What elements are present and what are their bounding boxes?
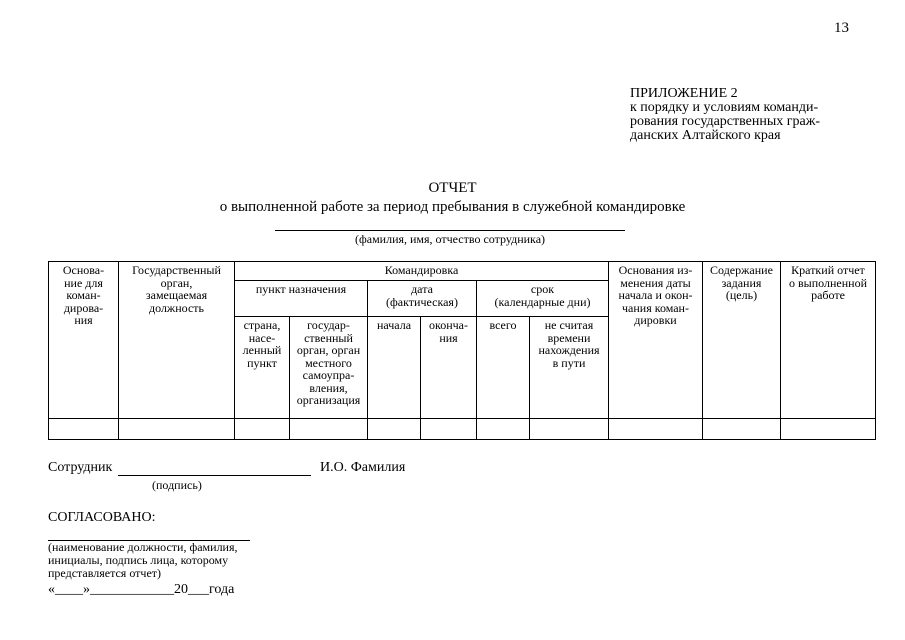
header-end: оконча- ния bbox=[421, 317, 477, 419]
appendix-line: рования государственных граж- bbox=[630, 114, 821, 129]
header-trip: Командировка bbox=[235, 262, 609, 281]
appendix-header bbox=[630, 87, 820, 143]
signature-caption: (подпись) bbox=[152, 478, 202, 492]
employee-name-caption: (фамилия, имя, отчество сотрудника) bbox=[354, 232, 546, 246]
header-term: срок (календарные дни) bbox=[477, 281, 609, 317]
header-task: Содержание задания (цель) bbox=[703, 262, 781, 419]
header-change: Основания из- менения даты начала и окон- чания коман- дировки bbox=[609, 262, 703, 419]
appendix-line: данских Алтайского края bbox=[630, 128, 781, 143]
table-cell[interactable] bbox=[530, 419, 609, 440]
header-country: страна, насе- ленный пункт bbox=[235, 317, 290, 419]
appendix-line: к порядку и условиям команди- bbox=[630, 100, 819, 115]
table-cell[interactable] bbox=[49, 419, 119, 440]
employee-name-line bbox=[275, 230, 625, 231]
table-cell[interactable] bbox=[368, 419, 421, 440]
page-number: 13 bbox=[834, 20, 849, 36]
document-subtitle: о выполненной работе за период пребывания в служебной командировке bbox=[219, 199, 686, 215]
appendix-title: ПРИЛОЖЕНИЕ 2 bbox=[630, 86, 738, 101]
date-line[interactable]: «____»____________20___года bbox=[48, 582, 235, 597]
signature-line[interactable] bbox=[118, 475, 311, 476]
document-title: ОТЧЕТ bbox=[428, 180, 477, 196]
header-report: Краткий отчет о выполненной работе bbox=[781, 262, 876, 419]
header-date: дата (фактическая) bbox=[368, 281, 477, 317]
header-organization: государ- ственный орган, орган местного самоупра- вления, организация bbox=[290, 317, 368, 419]
table-cell[interactable] bbox=[235, 419, 290, 440]
report-table bbox=[48, 261, 876, 440]
header-destination: пункт назначения bbox=[235, 281, 368, 317]
table-cell[interactable] bbox=[477, 419, 530, 440]
table-cell[interactable] bbox=[703, 419, 781, 440]
table-cell[interactable] bbox=[290, 419, 368, 440]
header-body: Государственный орган, замещаемая должность bbox=[119, 262, 235, 419]
table-cell[interactable] bbox=[609, 419, 703, 440]
header-excluding-travel: не считая времени нахождения в пути bbox=[530, 317, 609, 419]
approver-caption: (наименование должности, фамилия, инициалы, подпись лица, которому представляется отчет) bbox=[48, 540, 238, 580]
header-basis: Основа- ние для коман- дирова- ния bbox=[49, 262, 119, 419]
agreed-label: СОГЛАСОВАНО: bbox=[48, 510, 156, 525]
employee-label: Сотрудник bbox=[48, 460, 113, 475]
employee-initials: И.О. Фамилия bbox=[320, 460, 406, 475]
header-start: начала bbox=[368, 317, 421, 419]
table-cell[interactable] bbox=[781, 419, 876, 440]
header-total: всего bbox=[477, 317, 530, 419]
table-row bbox=[49, 419, 876, 440]
table-cell[interactable] bbox=[421, 419, 477, 440]
table-cell[interactable] bbox=[119, 419, 235, 440]
